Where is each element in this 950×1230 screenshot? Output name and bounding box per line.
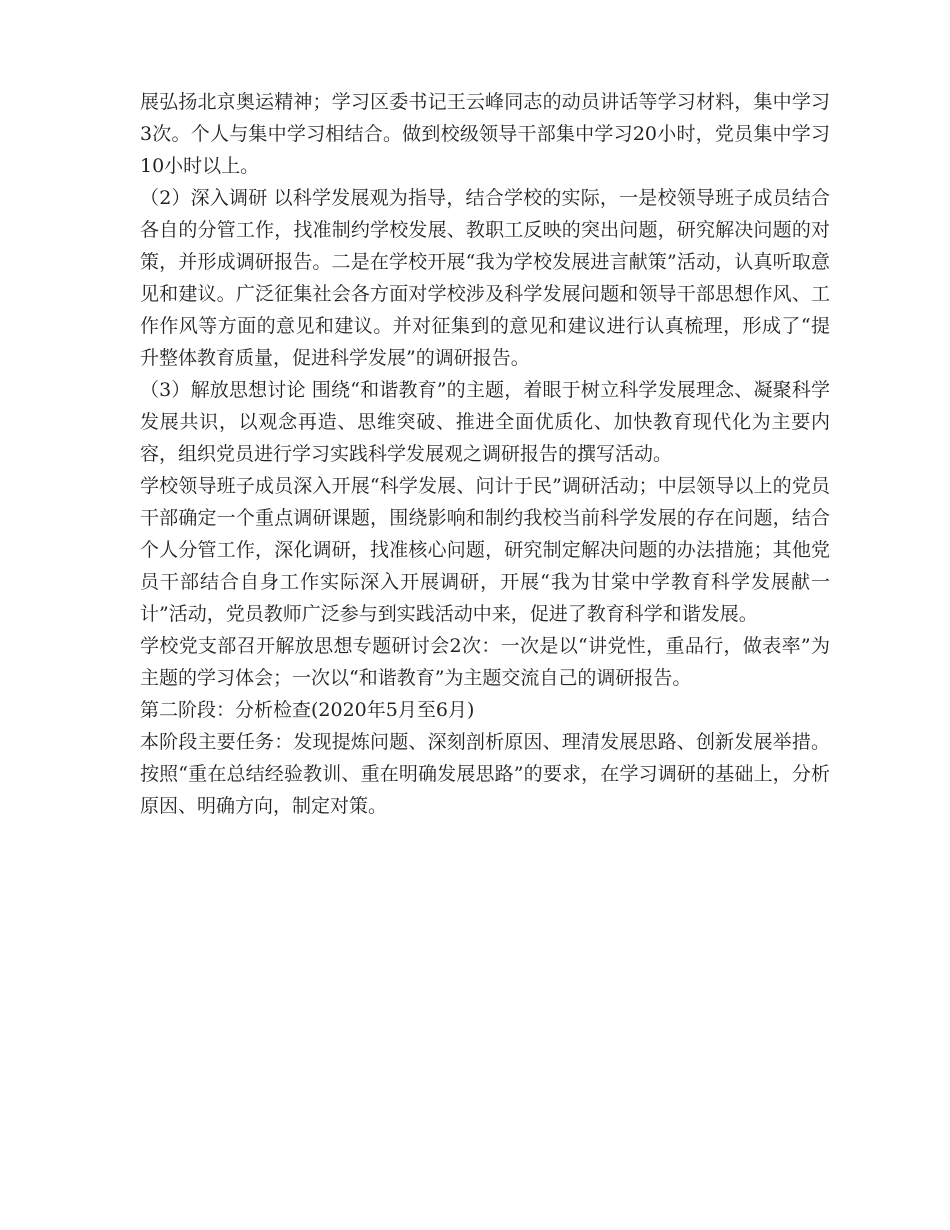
section-heading-stage-two: 第二阶段：分析检查(2020年5月至6月) bbox=[140, 699, 475, 721]
paragraph-study-materials: 展弘扬北京奥运精神；学习区委书记王云峰同志的动员讲话等学习材料，集中学习3次。个人与集中学习相结合。做到校级领导干部集中学习20小时，党员集中学习10小时以上。 bbox=[140, 91, 830, 177]
paragraph-leadership-research: 学校领导班子成员深入开展“科学发展、问计于民”调研活动；中层领导以上的党员干部确定一个重点调研课题，围绕影响和制约我校当前科学发展的存在问题，结合个人分管工作，深化调研，找准核心问题，研究制定解决问题的办法措施；其他党员干部结合自身工作实际深入开展调研，开展“我为甘棠中学教育科学发展献一计”活动，党员教师广泛参与到实践活动中来，促进了教育科学和谐发展。 bbox=[140, 475, 830, 625]
paragraph-party-seminar: 学校党支部召开解放思想专题研讨会2次：一次是以“讲党性，重品行，做表率”为主题的学习体会；一次以“和谐教育”为主题交流自己的调研报告。 bbox=[140, 635, 830, 689]
paragraph-emancipation-discussion: （3）解放思想讨论 围绕“和谐教育”的主题，着眼于树立科学发展理念、凝聚科学发展共识，以观念再造、思维突破、推进全面优质化、加快教育现代化为主要内容，组织党员进行学习实践科学发展观之调研报告的撰写活动。 bbox=[140, 379, 830, 465]
document-body bbox=[140, 86, 830, 822]
paragraph-stage-two-tasks: 本阶段主要任务：发现提炼问题、深刻剖析原因、理清发展思路、创新发展举措。按照“重在总结经验教训、重在明确发展思路”的要求，在学习调研的基础上，分析原因、明确方向，制定对策。 bbox=[140, 731, 830, 817]
paragraph-in-depth-research: （2）深入调研 以科学发展观为指导，结合学校的实际，一是校领导班子成员结合各自的分管工作，找准制约学校发展、教职工反映的突出问题，研究解决问题的对策，并形成调研报告。二是在学校开展“我为学校发展进言献策”活动，认真听取意见和建议。广泛征集社会各方面对学校涉及科学发展问题和领导干部思想作风、工作作风等方面的意见和建议。并对征集到的意见和建议进行认真梳理，形成了“提升整体教育质量，促进科学发展”的调研报告。 bbox=[140, 187, 830, 369]
